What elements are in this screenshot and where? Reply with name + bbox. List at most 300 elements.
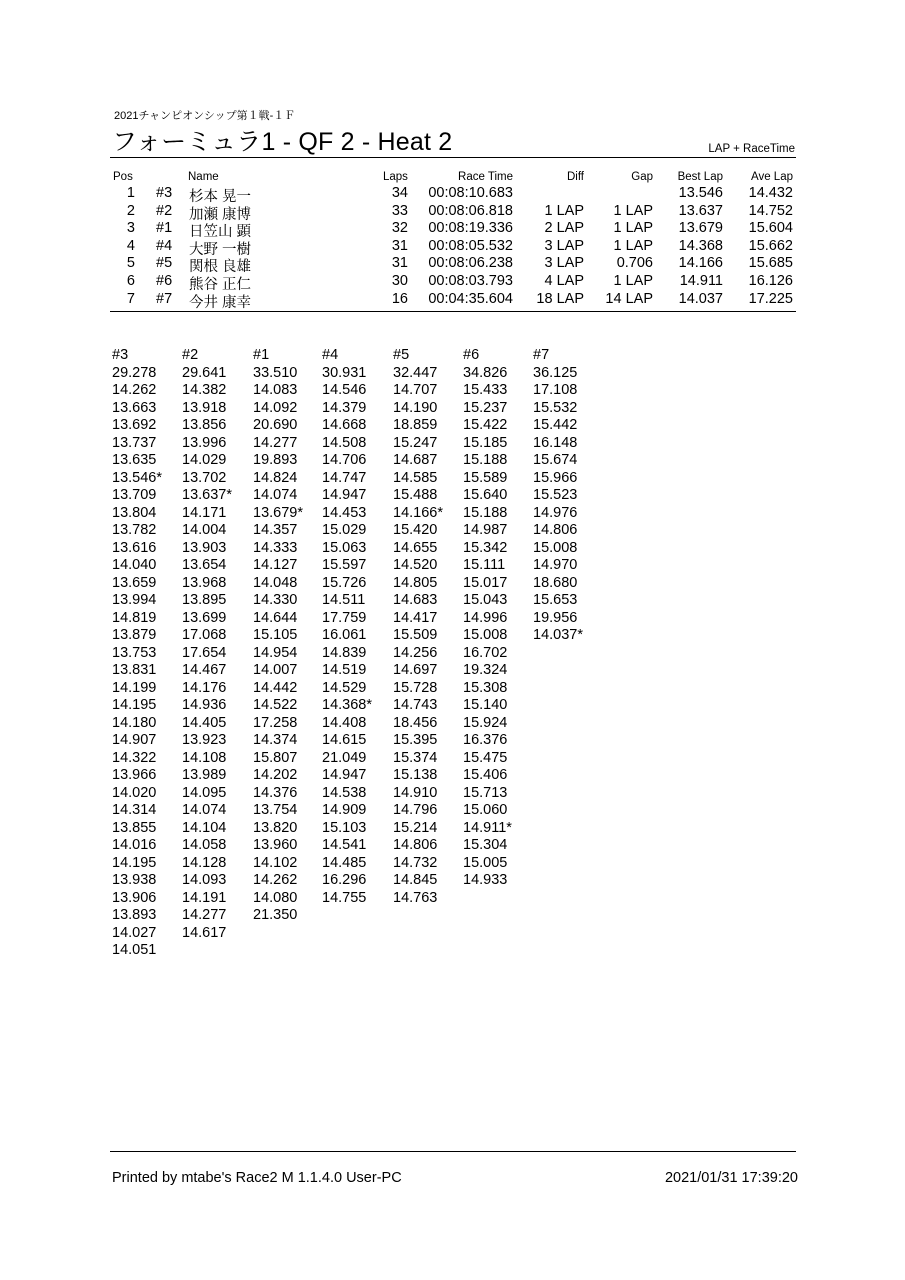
lap-time: 14.040	[112, 557, 157, 573]
lap-time: 15.433	[463, 382, 508, 398]
lap-time: 15.237	[463, 399, 508, 416]
lap-time: 14.644	[253, 609, 298, 626]
row-best-lap: 13.546	[678, 185, 723, 201]
lap-time: 14.180	[112, 714, 157, 731]
lap-time: 36.125	[533, 364, 578, 381]
lap-time: 15.138	[393, 767, 438, 783]
lap-time: 14.037*	[533, 627, 583, 643]
lap-time: 14.987	[463, 522, 508, 538]
lap-time: 15.807	[253, 749, 298, 766]
lap-time: 14.166*	[393, 504, 443, 521]
lap-time: 29.278	[112, 364, 157, 381]
lap-time: 13.546*	[112, 469, 162, 486]
row-car-number: #5	[156, 255, 173, 272]
lap-column-car: #3	[112, 347, 129, 363]
row-driver-name: 加瀬 康博	[189, 206, 252, 223]
lap-time: 29.641	[182, 364, 227, 381]
row-gap: 1 LAP	[613, 220, 653, 237]
lap-time: 13.996	[182, 434, 227, 451]
lap-time: 19.956	[533, 609, 578, 626]
row-car-number: #6	[156, 273, 173, 289]
lap-time: 13.616	[112, 539, 157, 556]
lap-time: 14.911*	[463, 819, 512, 836]
lap-time: 14.806	[533, 522, 578, 538]
lap-time: 14.277	[182, 907, 227, 923]
lap-time: 15.103	[322, 819, 367, 836]
lap-time: 14.615	[322, 732, 367, 748]
lap-time: 13.923	[182, 732, 227, 748]
lap-time: 15.488	[393, 487, 438, 503]
lap-time: 14.697	[393, 662, 438, 678]
row-laps: 33	[391, 202, 408, 219]
lap-time: 14.405	[182, 714, 227, 731]
lap-time: 14.907	[112, 732, 157, 748]
row-pos: 5	[126, 255, 135, 272]
lap-time: 14.330	[253, 592, 298, 608]
lap-time: 14.485	[322, 854, 367, 871]
lap-time: 14.128	[182, 854, 227, 871]
lap-time: 14.668	[322, 417, 367, 433]
lap-time: 14.333	[253, 539, 298, 556]
lap-column-car: #4	[322, 347, 339, 363]
lap-time: 15.640	[463, 487, 508, 503]
lap-time: 14.093	[182, 872, 227, 888]
col-laps: Laps	[383, 171, 408, 183]
lap-time: 13.753	[112, 644, 157, 661]
lap-time: 18.680	[533, 574, 578, 591]
row-driver-name: 杉本 晃一	[189, 189, 252, 205]
lap-time: 13.856	[182, 417, 227, 433]
col-name: Name	[188, 171, 219, 183]
lap-time: 15.063	[322, 539, 367, 556]
lap-time: 16.061	[322, 627, 367, 643]
lap-time: 13.804	[112, 504, 157, 521]
row-driver-name: 日笠山 顕	[189, 224, 252, 241]
lap-time: 14.683	[393, 592, 438, 608]
row-race-time: 00:08:05.532	[428, 237, 513, 254]
lap-time: 14.511	[322, 592, 366, 608]
lap-time: 14.408	[322, 714, 367, 731]
lap-time: 14.996	[463, 609, 508, 626]
lap-time: 14.171	[182, 504, 227, 521]
lap-time: 15.060	[463, 802, 508, 818]
lap-time: 14.529	[322, 679, 367, 696]
row-race-time: 00:08:06.238	[428, 255, 513, 272]
table-row	[0, 255, 905, 276]
lap-column	[393, 347, 443, 907]
lap-time: 14.707	[393, 382, 438, 398]
row-diff: 1 LAP	[544, 202, 584, 219]
lap-column-car: #1	[253, 347, 270, 363]
row-ave-lap: 15.662	[748, 237, 793, 254]
lap-time: 18.859	[393, 417, 438, 433]
table-row	[0, 185, 905, 203]
lap-time: 14.806	[393, 837, 438, 853]
lap-time: 13.709	[112, 487, 157, 503]
lap-time: 14.322	[112, 749, 157, 766]
row-diff: 4 LAP	[544, 273, 584, 289]
lap-time: 13.654	[182, 557, 227, 573]
lap-time: 14.048	[253, 574, 298, 591]
row-diff: 2 LAP	[544, 220, 584, 237]
lap-time: 14.687	[393, 452, 438, 468]
lap-time: 14.947	[322, 767, 367, 783]
row-laps: 30	[391, 273, 408, 289]
lap-column	[182, 347, 232, 942]
row-pos: 4	[126, 237, 135, 254]
lap-time: 13.692	[112, 417, 157, 433]
col-ave-lap: Ave Lap	[751, 171, 793, 183]
lap-time: 33.510	[253, 364, 298, 381]
lap-time: 14.262	[253, 872, 298, 888]
lap-time: 14.199	[112, 679, 157, 696]
lap-column	[322, 347, 372, 907]
print-timestamp: 2021/01/31 17:39:20	[664, 1170, 798, 1186]
lap-time: 17.759	[322, 609, 367, 626]
lap-time: 13.906	[112, 889, 157, 906]
row-best-lap: 14.368	[678, 237, 723, 254]
lap-time: 14.747	[322, 469, 367, 486]
lap-column	[253, 347, 303, 925]
lap-time: 16.296	[322, 872, 367, 888]
lap-time: 13.737	[112, 434, 157, 451]
row-best-lap: 13.679	[678, 220, 723, 237]
lap-time: 16.376	[463, 732, 508, 748]
lap-column-car: #7	[533, 347, 550, 363]
lap-time: 14.796	[393, 802, 438, 818]
lap-time: 15.008	[533, 539, 578, 556]
row-best-lap: 14.911	[679, 273, 723, 289]
row-laps: 16	[391, 290, 408, 307]
lap-time: 14.819	[112, 609, 157, 626]
lap-time: 14.936	[182, 697, 227, 713]
lap-time: 13.895	[182, 592, 227, 608]
row-laps: 32	[391, 220, 408, 237]
col-race-time: Race Time	[458, 171, 513, 183]
row-pos: 2	[126, 202, 135, 219]
lap-time: 14.127	[253, 557, 298, 573]
lap-time: 14.102	[253, 854, 298, 871]
lap-column-car: #2	[182, 347, 199, 363]
lap-time: 14.417	[393, 609, 438, 626]
lap-time: 15.728	[393, 679, 438, 696]
lap-time: 15.185	[463, 434, 508, 451]
col-best-lap: Best Lap	[677, 171, 723, 183]
row-car-number: #1	[156, 220, 173, 237]
lap-time: 14.655	[393, 539, 438, 556]
lap-time: 13.679*	[253, 504, 303, 521]
lap-time: 14.976	[533, 504, 578, 521]
row-ave-lap: 17.225	[748, 290, 793, 307]
lap-time: 14.095	[182, 784, 227, 801]
header-divider	[110, 157, 796, 158]
lap-time: 14.368*	[322, 697, 372, 713]
lap-time: 14.195	[112, 697, 157, 713]
row-race-time: 00:08:19.336	[428, 220, 513, 237]
lap-time: 14.519	[322, 662, 367, 678]
lap-time: 19.893	[253, 452, 298, 468]
lap-time: 15.188	[463, 504, 508, 521]
lap-time: 14.538	[322, 784, 367, 801]
row-gap: 0.706	[616, 255, 653, 272]
lap-time: 14.027	[112, 924, 157, 941]
lap-time: 15.422	[463, 417, 508, 433]
row-car-number: #2	[156, 202, 173, 219]
lap-time: 15.475	[463, 749, 508, 766]
printed-by: Printed by mtabe's Race2 M 1.1.4.0 User-PC	[112, 1170, 402, 1186]
table-row	[0, 291, 905, 309]
row-ave-lap: 15.685	[748, 255, 793, 272]
row-gap: 1 LAP	[613, 237, 653, 254]
lap-column-car: #6	[463, 347, 480, 363]
row-ave-lap: 14.432	[748, 185, 793, 201]
row-gap: 1 LAP	[613, 273, 653, 289]
lap-time: 14.020	[112, 784, 157, 801]
lap-time: 17.108	[533, 382, 578, 398]
row-gap: 14 LAP	[605, 290, 653, 307]
row-ave-lap: 14.752	[748, 202, 793, 219]
lap-time: 15.247	[393, 434, 438, 451]
lap-time: 15.713	[463, 784, 508, 801]
lap-time: 13.659	[112, 574, 157, 591]
lap-time: 15.308	[463, 679, 508, 696]
lap-time: 14.104	[182, 819, 227, 836]
lap-time: 13.663	[112, 399, 157, 416]
lap-time: 14.074	[253, 487, 298, 503]
lap-time: 13.820	[253, 819, 298, 836]
lap-time: 13.968	[182, 574, 227, 591]
lap-time: 15.029	[322, 522, 367, 538]
row-car-number: #3	[156, 185, 173, 201]
lap-column-car: #5	[393, 347, 410, 363]
lap-time: 14.277	[253, 434, 298, 451]
lap-time: 14.933	[463, 872, 508, 888]
lap-time: 14.092	[253, 399, 298, 416]
page-title: フォーミュラ1 - QF 2 - Heat 2	[112, 128, 453, 156]
series-subtitle: 2021チャンピオンシップ第１戦-１Ｆ	[114, 110, 296, 122]
col-diff: Diff	[566, 171, 584, 183]
lap-time: 17.258	[253, 714, 298, 731]
lap-time: 14.379	[322, 399, 367, 416]
lap-time: 13.994	[112, 592, 157, 608]
lap-time: 14.546	[322, 382, 367, 398]
lap-time: 15.188	[463, 452, 508, 468]
lap-time: 15.597	[322, 557, 367, 573]
lap-time: 14.617	[182, 924, 227, 941]
lap-column	[533, 347, 583, 645]
lap-time: 14.004	[182, 522, 227, 538]
lap-time: 17.654	[182, 644, 227, 661]
lap-time: 15.406	[463, 767, 508, 783]
lap-time: 18.456	[393, 714, 438, 731]
lap-time: 14.074	[182, 802, 227, 818]
lap-time: 30.931	[322, 364, 367, 381]
col-gap: Gap	[631, 171, 653, 183]
lap-time: 13.635	[112, 452, 157, 468]
table-row	[0, 203, 905, 221]
lap-time: 14.108	[182, 749, 227, 766]
lap-time: 15.008	[463, 627, 508, 643]
row-pos: 3	[126, 220, 135, 237]
lap-time: 15.395	[393, 732, 438, 748]
row-laps: 31	[391, 237, 408, 254]
lap-time: 15.420	[393, 522, 438, 538]
lap-time: 14.970	[533, 557, 578, 573]
lap-time: 15.532	[533, 399, 578, 416]
col-pos: Pos	[113, 171, 133, 183]
results-divider	[110, 311, 796, 312]
lap-time: 14.202	[253, 767, 298, 783]
lap-time: 14.743	[393, 697, 438, 713]
lap-time: 13.893	[112, 907, 157, 923]
lap-time: 14.947	[322, 487, 367, 503]
lap-time: 15.017	[463, 574, 508, 591]
lap-time: 13.989	[182, 767, 227, 783]
lap-time: 14.262	[112, 382, 157, 398]
lap-time: 21.350	[253, 907, 298, 923]
lap-time: 14.314	[112, 802, 157, 818]
lap-time: 13.782	[112, 522, 157, 538]
row-best-lap: 13.637	[678, 202, 723, 219]
report-mode-label: LAP + RaceTime	[708, 143, 795, 155]
footer-divider	[110, 1151, 796, 1152]
lap-time: 15.523	[533, 487, 578, 503]
lap-time: 13.699	[182, 609, 227, 626]
row-pos: 7	[126, 290, 135, 307]
row-gap: 1 LAP	[613, 202, 653, 219]
lap-time: 14.541	[322, 837, 367, 853]
lap-time: 14.376	[253, 784, 298, 801]
lap-time: 13.903	[182, 539, 227, 556]
row-car-number: #4	[156, 237, 173, 254]
lap-column	[463, 347, 512, 890]
lap-time: 14.706	[322, 452, 367, 468]
lap-time: 15.111	[463, 557, 506, 573]
lap-time: 15.342	[463, 539, 508, 556]
lap-time: 15.674	[533, 452, 578, 468]
lap-time: 15.140	[463, 697, 508, 713]
row-driver-name: 大野 一樹	[189, 241, 252, 258]
lap-time: 34.826	[463, 364, 508, 381]
lap-time: 17.068	[182, 627, 227, 643]
row-best-lap: 14.037	[678, 290, 723, 307]
lap-time: 15.589	[463, 469, 508, 486]
lap-time: 13.754	[253, 802, 298, 818]
table-row	[0, 220, 905, 241]
lap-time: 15.653	[533, 592, 578, 608]
lap-time: 13.831	[112, 662, 157, 678]
lap-time: 13.960	[253, 837, 298, 853]
lap-time: 14.191	[182, 889, 227, 906]
lap-time: 14.910	[393, 784, 438, 801]
lap-time: 14.839	[322, 644, 367, 661]
lap-time: 13.702	[182, 469, 227, 486]
lap-time: 14.051	[112, 942, 157, 958]
lap-time: 13.918	[182, 399, 227, 416]
lap-time: 13.637*	[182, 487, 232, 503]
lap-time: 14.176	[182, 679, 227, 696]
row-car-number: #7	[156, 290, 173, 307]
lap-time: 14.845	[393, 872, 438, 888]
lap-time: 14.007	[253, 662, 298, 678]
row-best-lap: 14.166	[678, 255, 723, 272]
lap-time: 14.467	[182, 662, 227, 678]
lap-time: 14.058	[182, 837, 227, 853]
lap-time: 14.190	[393, 399, 438, 416]
lap-time: 14.585	[393, 469, 438, 486]
lap-time: 15.105	[253, 627, 298, 643]
row-driver-name: 今井 康幸	[189, 294, 252, 311]
row-diff: 18 LAP	[536, 290, 584, 307]
lap-time: 14.029	[182, 452, 227, 468]
lap-time: 16.702	[463, 644, 508, 661]
row-ave-lap: 15.604	[748, 220, 793, 237]
lap-time: 32.447	[393, 364, 438, 381]
lap-time: 15.214	[393, 819, 438, 836]
lap-column	[112, 347, 162, 960]
row-pos: 6	[126, 273, 135, 289]
lap-time: 13.855	[112, 819, 157, 836]
lap-time: 20.690	[253, 417, 298, 433]
lap-time: 15.726	[322, 574, 367, 591]
lap-time: 14.508	[322, 434, 367, 451]
lap-time: 15.924	[463, 714, 508, 731]
lap-time: 19.324	[463, 662, 508, 678]
lap-time: 14.520	[393, 557, 438, 573]
lap-time: 13.966	[112, 767, 157, 783]
lap-time: 14.732	[393, 854, 438, 871]
row-laps: 31	[391, 255, 408, 272]
lap-time: 14.824	[253, 469, 298, 486]
lap-time: 15.304	[463, 837, 508, 853]
row-laps: 34	[391, 185, 408, 201]
lap-time: 14.256	[393, 644, 438, 661]
lap-time: 14.382	[182, 382, 227, 398]
lap-time: 14.016	[112, 837, 157, 853]
row-race-time: 00:08:10.683	[428, 185, 513, 201]
lap-time: 15.966	[533, 469, 578, 486]
lap-time: 14.522	[253, 697, 298, 713]
table-row	[0, 273, 905, 291]
lap-time: 15.374	[393, 749, 438, 766]
lap-time: 15.509	[393, 627, 438, 643]
row-driver-name: 関根 良雄	[189, 259, 252, 276]
row-race-time: 00:08:03.793	[428, 273, 513, 289]
lap-time: 13.938	[112, 872, 157, 888]
lap-time: 14.763	[393, 889, 438, 906]
table-row	[0, 238, 905, 256]
row-diff: 3 LAP	[544, 237, 584, 254]
lap-time: 14.374	[253, 732, 298, 748]
row-race-time: 00:04:35.604	[428, 290, 513, 307]
lap-time: 15.442	[533, 417, 578, 433]
row-ave-lap: 16.126	[748, 273, 793, 289]
lap-time: 14.080	[253, 889, 298, 906]
lap-time: 14.083	[253, 382, 298, 398]
lap-time: 15.005	[463, 854, 508, 871]
lap-time: 14.755	[322, 889, 367, 906]
lap-time: 14.909	[322, 802, 367, 818]
row-diff: 3 LAP	[544, 255, 584, 272]
lap-time: 15.043	[463, 592, 508, 608]
lap-time: 14.442	[253, 679, 298, 696]
row-race-time: 00:08:06.818	[428, 202, 513, 219]
lap-time: 14.954	[253, 644, 298, 661]
row-pos: 1	[126, 185, 135, 201]
lap-time: 14.357	[253, 522, 298, 538]
lap-time: 14.195	[112, 854, 157, 871]
lap-time: 21.049	[322, 749, 367, 766]
